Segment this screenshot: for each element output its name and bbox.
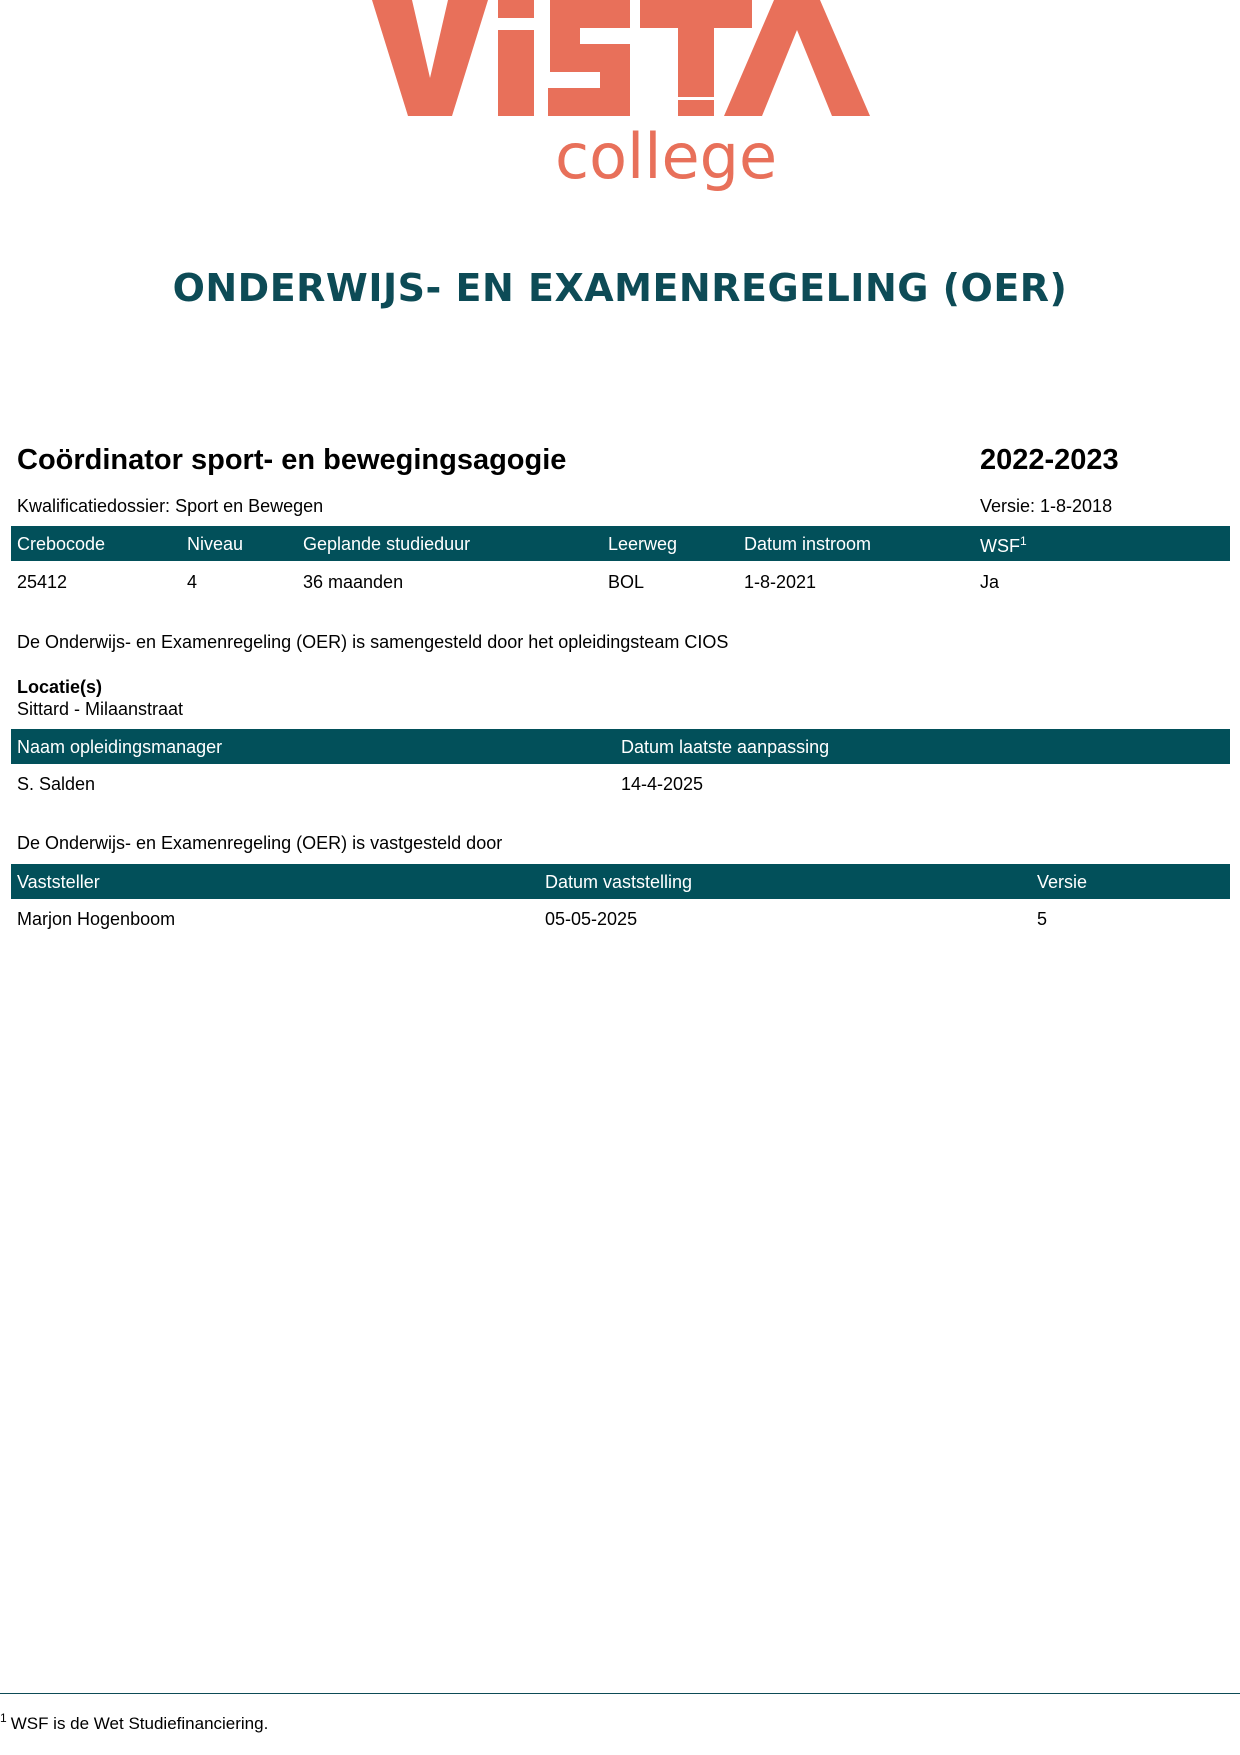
th-opleidingsmanager: Naam opleidingsmanager [17,737,223,757]
th-versie: Versie [1037,872,1088,892]
locaties-value: Sittard - Milaanstraat [17,699,184,719]
vista-college-logo [360,0,880,205]
locaties-label: Locatie(s) [17,677,103,697]
th-studieduur: Geplande studieduur [303,534,471,554]
programme-title: Coördinator sport- en bewegingsagogie [17,444,567,476]
footnote-ref: 1 [1020,534,1027,548]
th-vaststeller: Vaststeller [17,872,100,892]
versie-label: Versie: 1-8-2018 [980,496,1113,516]
footnote-text: WSF is de Wet Studiefinanciering. [10,1714,269,1733]
th-niveau: Niveau [187,534,244,554]
th-crebocode: Crebocode [17,534,106,554]
td-datum-vaststelling: 05-05-2025 [545,909,638,929]
footnote-mark: 1 [0,1711,7,1725]
th-datum-instroom: Datum instroom [744,534,872,554]
td-leerweg: BOL [608,572,645,592]
school-year: 2022-2023 [980,444,1119,476]
td-studieduur: 36 maanden [303,572,404,592]
document-title: ONDERWIJS- EN EXAMENREGELING (OER) [172,266,1068,310]
vastgesteld-text: De Onderwijs- en Examenregeling (OER) is vastgesteld door [17,833,503,853]
td-vaststeller: Marjon Hogenboom [17,909,176,929]
td-opleidingsmanager: S. Salden [17,774,96,794]
table1-header [11,526,1230,561]
th-datum-vaststelling: Datum vaststelling [545,872,693,892]
th-datum-aanpassing: Datum laatste aanpassing [621,737,830,757]
td-niveau: 4 [187,572,198,592]
th-leerweg: Leerweg [608,534,678,554]
th-wsf: WSF$^1$ [980,534,1027,556]
kwalificatiedossier: Kwalificatiedossier: Sport en Bewegen [17,496,324,516]
td-wsf: Ja [980,572,1000,592]
td-datum-instroom: 1-8-2021 [744,572,817,592]
samengesteld-text: De Onderwijs- en Examenregeling (OER) is samengesteld door het opleidingsteam CIOS [17,632,729,652]
logo-college-text: college [555,120,778,193]
footnote [0,1711,268,1734]
td-versie: 5 [1037,909,1048,929]
table3-header [11,864,1230,899]
footnote-divider [0,1693,1240,1694]
td-datum-aanpassing: 14-4-2025 [621,774,704,794]
table2-header [11,729,1230,764]
td-crebocode: 25412 [17,572,68,592]
